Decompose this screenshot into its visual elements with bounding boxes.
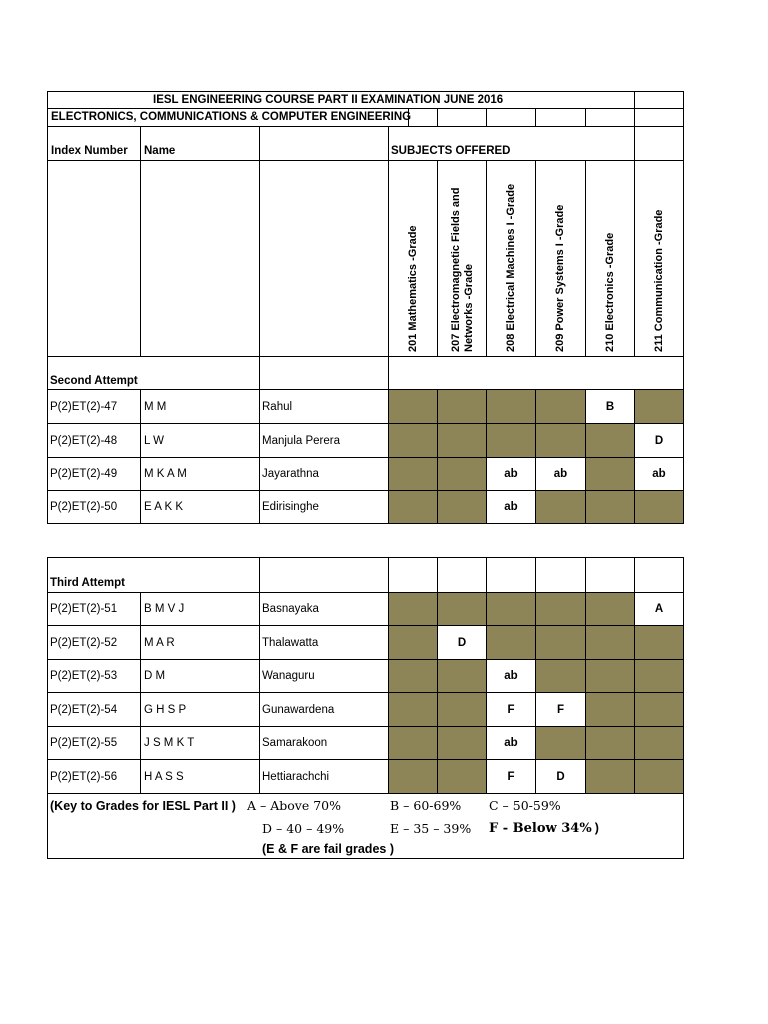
grade-cell [585, 726, 635, 760]
index-column-spacer [47, 160, 141, 357]
grade-cell [437, 389, 487, 424]
grade-cell [535, 490, 586, 524]
section-label-cell [259, 356, 389, 390]
grade-cell [437, 457, 487, 491]
index-number: P(2)ET(2)-56 [50, 770, 118, 783]
subject-header-line: 201 Mathematics -Grade [406, 225, 419, 352]
grade-cell [535, 726, 586, 760]
index-number: P(2)ET(2)-55 [50, 737, 118, 749]
grade-value: ab [504, 670, 518, 682]
index-number: P(2)ET(2)-52 [50, 636, 118, 649]
student-name: Rahul [262, 400, 293, 413]
grade-cell [437, 659, 487, 693]
grade-cell [388, 389, 438, 424]
grade-key-note: (E & F are fail grades ) [262, 842, 394, 856]
grade-value: F [507, 703, 515, 716]
grade-key-d-text: D – 40 – 49% [262, 821, 345, 836]
subjects-header-extra-cell [634, 126, 684, 161]
index-number: P(2)ET(2)-50 [50, 501, 118, 513]
grade-key-a-text: A – Above 70% [247, 798, 341, 813]
grade-cell [486, 389, 536, 424]
grade-cell [634, 692, 684, 727]
grade-value: ab [652, 468, 666, 480]
grade-cell [535, 625, 586, 660]
initials: E A K K [144, 501, 183, 513]
grade-key-f-text: F - Below 34% [489, 821, 592, 836]
grade-cell [486, 625, 536, 660]
grade-cell [585, 592, 635, 626]
section-header-cell [437, 557, 487, 593]
grade-cell [634, 726, 684, 760]
grade-cell [585, 625, 635, 660]
initials: M K A M [144, 468, 187, 480]
department-extra-cell [486, 108, 536, 127]
grade-value: D [654, 434, 664, 447]
grade-value: ab [504, 737, 518, 749]
index-number-label: Index Number [51, 145, 128, 157]
grade-key-a [247, 800, 341, 813]
student-name: Basnayaka [262, 603, 319, 615]
section-header-cell [388, 557, 438, 593]
subject-header-label [554, 205, 567, 352]
initials: M M [144, 400, 167, 413]
grade-cell [388, 457, 438, 491]
grade-cell [437, 490, 487, 524]
grade-key-c-text: C – 50-59% [489, 798, 561, 813]
grade-key-c [489, 800, 561, 813]
grade-cell [535, 423, 586, 458]
grade-value: F [556, 703, 565, 716]
student-name: Gunawardena [262, 703, 335, 716]
grade-cell [535, 659, 586, 693]
grade-cell [437, 726, 487, 760]
index-number: P(2)ET(2)-54 [50, 703, 118, 716]
grade-key-b-text: B – 60-69% [390, 798, 462, 813]
grade-cell [437, 692, 487, 727]
subject-header-line: Networks -Grade [462, 263, 475, 352]
grade-cell [585, 659, 635, 693]
grade-cell [388, 692, 438, 727]
subject-header-line: 207 Electromagnetic Fields and [449, 187, 462, 352]
grade-cell [634, 389, 684, 424]
grade-key-title: (Key to Grades for IESL Part II ) [50, 799, 236, 813]
grade-key-f [489, 822, 599, 835]
section-header-cell [535, 557, 586, 593]
grade-cell [388, 659, 438, 693]
grade-cell [634, 659, 684, 693]
grade-cell [388, 625, 438, 660]
section-label-cell [259, 557, 389, 593]
index-number: P(2)ET(2)-48 [50, 434, 118, 447]
student-name: Jayarathna [262, 468, 319, 480]
grade-key-e-text: E – 35 – 39% [390, 821, 472, 836]
student-name: Thalawatta [262, 636, 319, 649]
initials: J S M K T [144, 737, 195, 749]
exam-title: IESL ENGINEERING COURSE PART II EXAMINATION JUNE 2016 [153, 94, 504, 106]
index-number: P(2)ET(2)-53 [50, 670, 118, 682]
subject-header-line: 210 Electronics -Grade [603, 232, 616, 352]
grade-value: A [654, 603, 664, 615]
department-title: ELECTRONICS, COMMUNICATIONS & COMPUTER ENGINEERING [51, 111, 412, 123]
grade-value: F [507, 770, 515, 783]
section-header-cell [585, 557, 635, 593]
grade-cell [437, 592, 487, 626]
index-number: P(2)ET(2)-47 [50, 400, 118, 413]
grade-cell [388, 490, 438, 524]
grade-cell [388, 423, 438, 458]
grade-value: D [556, 770, 565, 783]
grade-cell [486, 592, 536, 626]
initials: M A R [144, 636, 175, 649]
third-attempt-label: Third Attempt [50, 577, 125, 589]
initials: D M [144, 670, 166, 682]
grade-cell [634, 490, 684, 524]
initials: G H S P [144, 703, 187, 716]
grade-cell [585, 490, 635, 524]
grade-cell [437, 759, 487, 794]
grade-value: B [605, 400, 615, 413]
subject-header-label [407, 225, 420, 352]
grade-cell [535, 592, 586, 626]
department-extra-cell [535, 108, 586, 127]
department-extra-cell [634, 108, 684, 127]
grade-key-e [390, 823, 471, 836]
grade-cell [585, 457, 635, 491]
initials: H A S S [144, 770, 184, 783]
name-label: Name [144, 145, 176, 157]
department-extra-cell [408, 108, 438, 127]
grade-value: ab [504, 468, 518, 480]
subject-header-line: 209 Power Systems I -Grade [554, 204, 566, 352]
grade-key-b [390, 800, 461, 813]
grade-cell [585, 423, 635, 458]
grade-cell [388, 759, 438, 794]
grade-cell [388, 726, 438, 760]
grade-cell [585, 759, 635, 794]
name-column-spacer [140, 160, 260, 357]
student-name: Edirisinghe [262, 501, 319, 513]
section-header-cell [486, 557, 536, 593]
index-number: P(2)ET(2)-51 [50, 603, 118, 615]
grade-key-d [262, 823, 344, 836]
grade-cell [486, 423, 536, 458]
second-attempt-label: Second Attempt [50, 375, 138, 387]
grade-value: ab [553, 468, 568, 480]
grade-cell [634, 759, 684, 794]
section-label-cell [388, 356, 684, 390]
grade-cell [437, 423, 487, 458]
subject-header-label [505, 184, 518, 352]
blank-header-cell [259, 126, 389, 161]
subject-header-line: 211 Communication -Grade [652, 209, 665, 352]
section-header-cell [634, 557, 684, 593]
student-name: Samarakoon [262, 737, 328, 749]
grade-cell [535, 389, 586, 424]
surname-column-spacer [259, 160, 389, 357]
department-extra-cell [437, 108, 487, 127]
student-name: Hettiarachchi [262, 770, 330, 783]
grade-value: D [457, 636, 467, 649]
subject-header-label [450, 188, 475, 352]
subject-header-line: 208 Electrical Machines I -Grade [504, 183, 517, 352]
grade-cell [634, 625, 684, 660]
subjects-offered-label: SUBJECTS OFFERED [391, 145, 511, 157]
grade-key-f-paren: ) [594, 821, 599, 835]
grade-cell [585, 692, 635, 727]
subject-header-label [604, 233, 617, 352]
initials: L W [144, 434, 165, 447]
index-number: P(2)ET(2)-49 [50, 468, 118, 480]
title-extra-cell [634, 91, 684, 109]
subject-header-label [653, 210, 666, 352]
student-name: Wanaguru [262, 670, 315, 682]
department-extra-cell [585, 108, 635, 127]
student-name: Manjula Perera [262, 434, 340, 447]
grade-value: ab [504, 501, 518, 513]
grade-cell [388, 592, 438, 626]
initials: B M V J [144, 603, 185, 615]
